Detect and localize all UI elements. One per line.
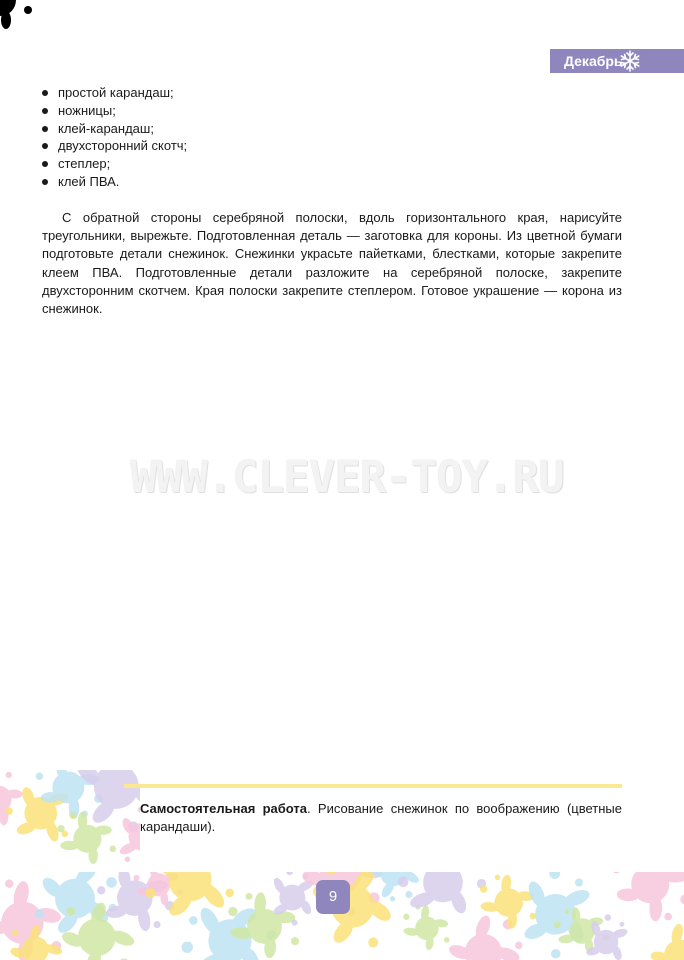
list-item-text: простой карандаш; — [58, 85, 174, 100]
paint-splash-icon — [0, 0, 32, 29]
bullet-icon — [42, 161, 48, 167]
bullet-icon — [42, 90, 48, 96]
list-item — [42, 120, 187, 138]
paint-splash-icon — [645, 916, 684, 960]
bullet-icon — [42, 126, 48, 132]
left-splash-decoration — [0, 770, 140, 880]
page-number-badge — [316, 880, 350, 914]
snowflake-icon — [617, 49, 643, 73]
bullet-icon — [42, 143, 48, 149]
month-label: Декабрь — [564, 53, 623, 69]
independent-work-text — [140, 800, 622, 836]
instructions-paragraph: С обратной стороны серебряной полоски, вдоль горизонтального края, нарисуйте треугольники, вырежьте. Подготовленная деталь — заготовка для короны. Из цветной бумаги подготовьте детали снежинок. Снежинки украсьте пайетками, блестками, которые закрепите клеем ПВА. Подготовленные детали разложите на серебряной полоске, закрепите двухсторонним скотчем. Края полоски закрепите степлером. Готовое украшение — корона из снежинок. — [42, 210, 622, 317]
list-item — [42, 102, 187, 120]
list-item-text: клей ПВА. — [58, 173, 120, 189]
list-item-text: степлер; — [58, 156, 111, 172]
paint-splash-icon — [0, 771, 23, 829]
paint-splash-icon — [610, 872, 684, 922]
page-number: 9 — [328, 888, 338, 905]
paint-splash-icon — [57, 811, 116, 864]
section-divider — [124, 784, 622, 788]
bullet-icon — [42, 108, 48, 114]
list-item — [42, 173, 187, 191]
independent-work-description: . Рисование снежинок по воображению (цветные карандаши). — [140, 801, 623, 835]
month-tab — [550, 49, 684, 73]
independent-work-title: Самостоятельная работа — [140, 801, 308, 816]
list-item-text: клей-карандаш; — [58, 120, 154, 136]
paint-splash-icon — [399, 902, 454, 952]
list-item-text: двухсторонний скотч; — [58, 138, 188, 154]
list-item — [42, 84, 187, 102]
list-item-text: ножницы; — [58, 102, 116, 118]
materials-list — [42, 84, 187, 191]
list-item — [42, 137, 187, 155]
bullet-icon — [42, 179, 48, 185]
list-item — [42, 155, 187, 173]
watermark: WWW.CLEVER-TOY.RU — [130, 452, 564, 503]
